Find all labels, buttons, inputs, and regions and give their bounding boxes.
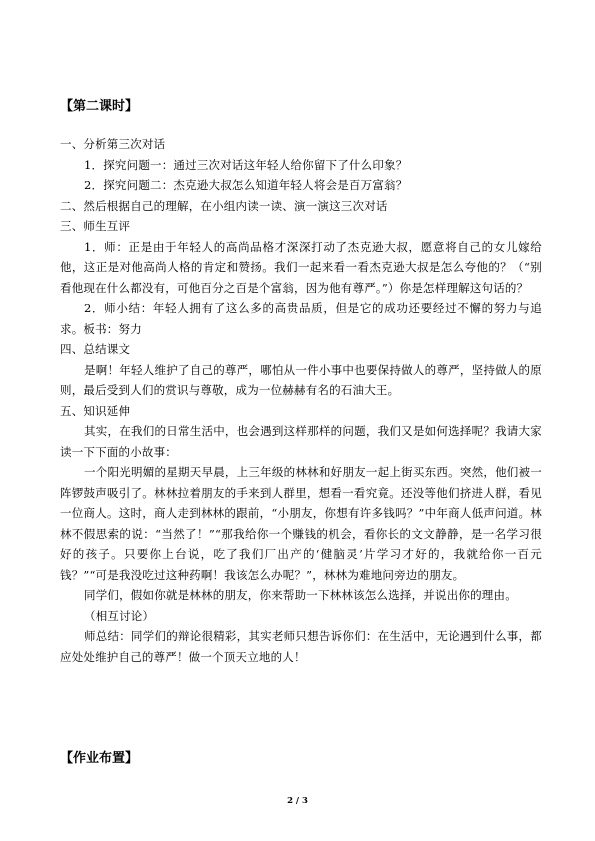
page-number: 2 / 3 xyxy=(287,796,308,806)
conclusion-paragraph: 是啊！年轻人维护了自己的尊严，哪怕从一件小事中也要保持做人的尊严，坚持做人的原则，最后受到人们的赏识与尊敬，成为一位赫赫有名的石油大王。 xyxy=(60,362,542,397)
teacher-final-summary: 师总结：同学们的辩论很精彩，其实老师只想告诉你们：在生活中，无论遇到什么事，都应处处维护自己的尊严！做一个顶天立地的人！ xyxy=(60,629,542,664)
question-2: 2．探究问题二：杰克逊大叔怎么知道年轻人将会是百万富翁？ xyxy=(84,178,408,192)
section-title: 【第二课时】 xyxy=(60,99,139,114)
story-paragraph: 一个阳光明媚的星期天早晨，上三年级的林林和好朋友一起上街买东西。突然，他们被一阵锣鼓声吸引了。林林拉着朋友的手来到人群里，想看一看究竟。还没等他们挤进人群，看见一位商人。这时，商人走到林林的跟前，“小朋友，你想有许多钱吗？”中年商人低声问道。林林不假思索的说：“当然了！”“那我给你一个赚钱的机会，看你长的文文静静，是一名学习很好的孩子。只要你上台说，吃了我们厂出产的‘健脑灵’片学习才好的，我就给你一百元钱？”“可是我没吃过这种药啊！我该怎么办呢？”，林林为难地问旁边的朋友。 xyxy=(60,465,542,582)
question-1: 1．探究问题一：通过三次对话这年轻人给你留下了什么印象？ xyxy=(84,157,408,172)
page-content xyxy=(60,98,542,667)
heading-step-4: 四、总结课文 xyxy=(60,342,131,356)
question-to-students: 同学们，假如你就是林林的朋友，你来帮助一下林林该怎么选择，并说出你的理由。 xyxy=(84,588,517,602)
heading-step-3: 三、师生互评 xyxy=(60,219,131,233)
homework-title: 【作业布置】 xyxy=(60,751,139,766)
discussion-note: （相互讨论） xyxy=(84,608,155,623)
extension-intro: 其实，在我们的日常生活中，也会遇到这样那样的问题，我们又是如何选择呢？我请大家读一下下面的小故事： xyxy=(60,424,542,459)
teacher-comment-1: 1．师：正是由于年轻人的高尚品格才深深打动了杰克逊大叔，愿意将自己的女儿嫁给他，这正是对他高尚人格的肯定和赞扬。我们一起来看一看杰克逊大叔是怎么夸他的？（“别看他现在什么都没有，可他百分之百是个富翁，因为他有尊严。”）你是怎样理解这句话的？ xyxy=(60,239,542,295)
heading-step-1: 一、分析第三次对话 xyxy=(60,137,166,151)
teacher-summary: 2．师小结：年轻人拥有了这么多的高贵品质，但是它的成功还要经过不懈的努力与追求。板书：努力 xyxy=(60,301,542,336)
heading-step-5: 五、知识延伸 xyxy=(60,403,131,418)
heading-step-2: 二、然后根据自己的理解，在小组内读一读、演一演这三次对话 xyxy=(60,198,388,213)
